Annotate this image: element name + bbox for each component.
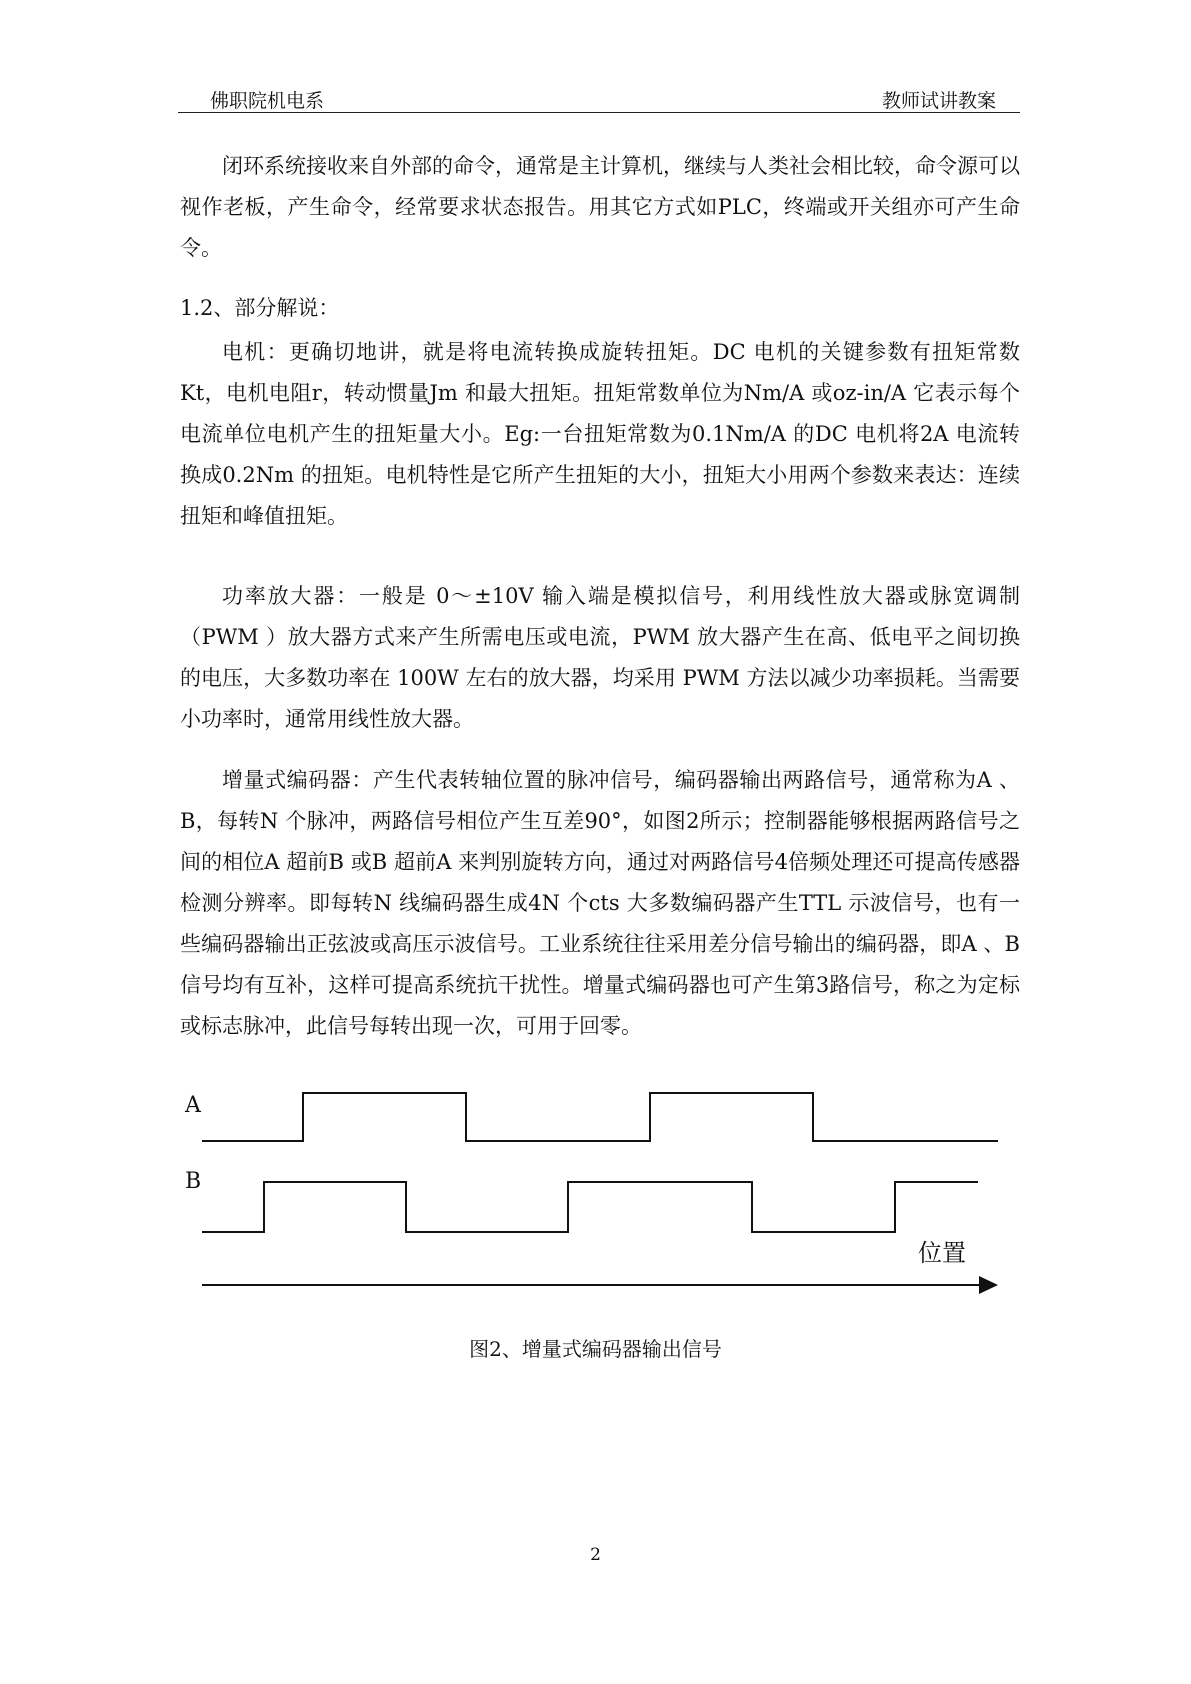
page-number: 2 [590,1545,601,1565]
position-axis-label: 位置 [918,1239,966,1267]
figure-caption: 图2、增量式编码器输出信号 [469,1337,722,1361]
paragraph-motor: 电机：更确切地讲，就是将电流转换成旋转扭矩。DC 电机的关键参数有扭矩常数Kt，电机电阻r，转动惯量Jm 和最大扭矩。扭矩常数单位为Nm/A 或oz-in/A 它表示每个电流单位电机产生的扭矩量大小。Eg:一台扭矩常数为0.1Nm/A 的DC 电机将2A 电流转换成0.2Nm 的扭矩。电机特性是它所产生扭矩的大小，扭矩大小用两个参数来表达：连续扭矩和峰值扭矩。 [180,340,1020,528]
position-axis-arrowhead [979,1276,998,1294]
paragraph-closed-loop: 闭环系统接收来自外部的命令，通常是主计算机，继续与人类社会相比较，命令源可以视作老板，产生命令，经常要求状态报告。用其它方式如PLC，终端或开关组亦可产生命令。 [180,154,1020,260]
signal-b-waveform [202,1182,978,1232]
signal-a-label: A [185,1093,201,1118]
paragraph-power-amplifier: 功率放大器：一般是 0～±10V 输入端是模拟信号，利用线性放大器或脉宽调制（PWM ）放大器方式来产生所需电压或电流，PWM 放大器产生在高、低电平之间切换的电压，大多数功率在 100W 左右的放大器，均采用 PWM 方法以减少功率损耗。当需要小功率时，通常用线性放大器。 [180,584,1020,731]
header-doc-type: 教师试讲教案 [881,90,996,112]
section-heading: 1.2、部分解说： [180,296,340,320]
header-department: 佛职院机电系 [210,90,325,112]
signal-a-waveform [202,1093,998,1141]
signal-b-label: B [185,1169,202,1194]
paragraph-incremental-encoder: 增量式编码器：产生代表转轴位置的脉冲信号，编码器输出两路信号，通常称为A 、 B，每转N 个脉冲，两路信号相位产生互差90°，如图2所示；控制器能够根据两路信号之间的相位A 超前B 或B 超前A 来判别旋转方向，通过对两路信号4倍频处理还可提高传感器检测分辨率。即每转N 线编码器生成4N 个cts 大多数编码器产生TTL 示波信号，也有一些编码器输出正弦波或高压示波信号。工业系统往往采用差分信号输出的编码器，即A 、B 信号均有互补，这样可提高系统抗干扰性。增量式编码器也可产生第3路信号，称之为定标或标志脉冲，此信号每转出现一次，可用于回零。 [180,768,1020,1038]
